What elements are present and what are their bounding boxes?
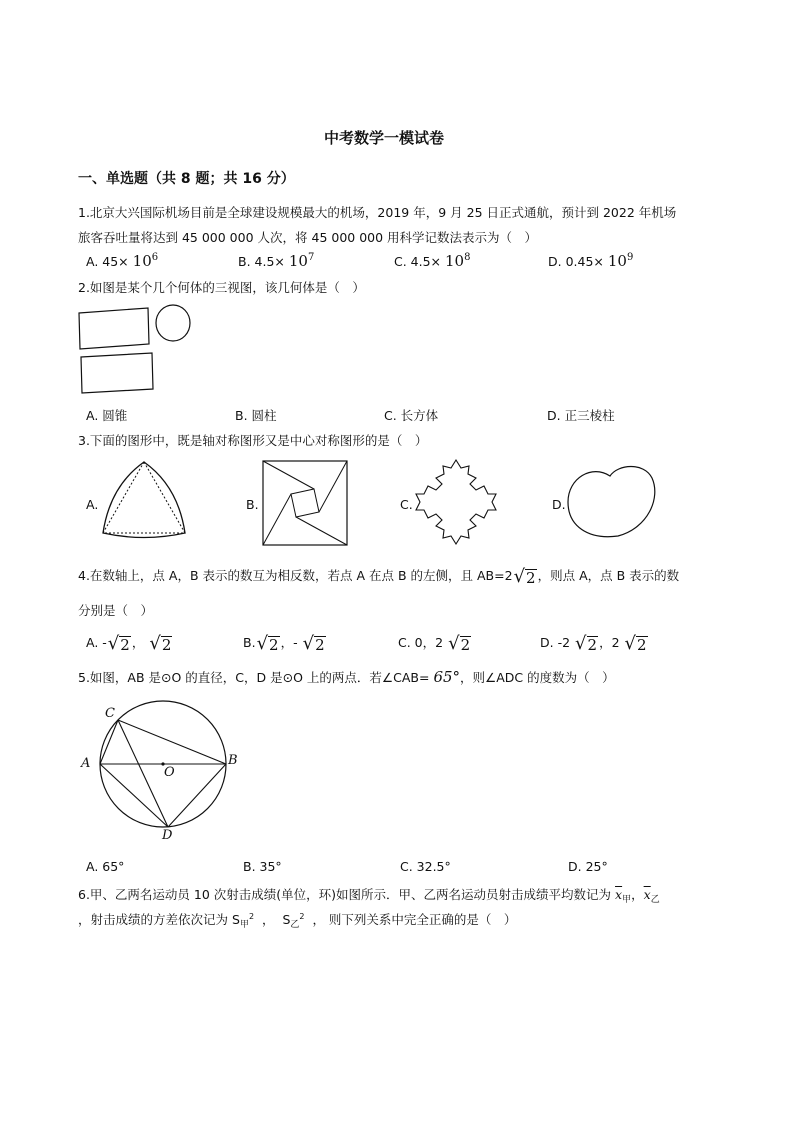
q4-option-a: A. - √ 2 ， √ 2 xyxy=(86,632,172,654)
q1-option-d: D. $0.45\times 10^9$ xyxy=(548,252,634,270)
q5-option-d: D. 25° xyxy=(568,859,608,874)
point-o-label: O xyxy=(164,765,175,780)
page-title: 中考数学一模试卷 xyxy=(324,129,445,147)
q3-pinwheel-square-figure xyxy=(262,460,352,548)
q6-stem-line1: 6.甲、乙两名运动员 10 次射击成绩(单位，环)如图所示．甲、乙两名运动员射击成绩平均数记为 $\overline{x}_甲$，$\overline{x}_乙$ xyxy=(78,887,660,905)
q2-stem: 2.如图是某个几个何体的三视图，该几何体是（ ） xyxy=(78,280,365,295)
q3-stem: 3.下面的图形中，既是轴对称图形又是中心对称图形的是（ ） xyxy=(78,433,428,448)
q4-stem-line1: 4.在数轴上，点 A，B 表示的数互为相反数，若点 A 在点 B 的左侧，且 AB=2 √ 2 ，则点 A，点 B 表示的数 xyxy=(78,565,680,587)
q4-stem-line2: 分别是（ ） xyxy=(78,603,154,618)
q4-option-d: D. -2 √ 2 ，2 √ 2 xyxy=(540,632,647,654)
q6-stem-line2: ，射击成绩的方差依次记为 $S_甲^2$ ， $S_乙^2$ ， 则下列关系中完全正确的是（ ） xyxy=(78,911,517,930)
q1-stem-line1: 1.北京大兴国际机场目前是全球建设规模最大的机场，2019 年，9 月 25 日正式通航，预计到 2022 年机场 xyxy=(78,205,677,220)
q5-option-a: A. 65° xyxy=(86,859,125,874)
q3-option-b-label: B. xyxy=(246,497,259,512)
point-a-label: A xyxy=(81,756,91,771)
point-d-label: D xyxy=(162,828,173,843)
q3-option-a-label: A. xyxy=(86,497,99,512)
q2-option-c: C. 长方体 xyxy=(384,408,439,423)
top-view-rect xyxy=(81,353,153,393)
point-b-label: B xyxy=(228,753,238,768)
q3-option-d-label: D. xyxy=(552,497,566,512)
q2-option-a: A. 圆锥 xyxy=(86,408,128,423)
point-c-label: C xyxy=(105,706,115,721)
q1-option-c: C. $4.5\times 10^8$ xyxy=(394,252,471,270)
q3-reuleaux-triangle-figure xyxy=(100,458,200,543)
q1-stem-line2: 旅客吞吐量将达到 45 000 000 人次，将 45 000 000 用科学记数法表示为（ ） xyxy=(78,230,538,245)
front-view-rect xyxy=(79,308,149,349)
q2-three-views-figure xyxy=(76,302,196,397)
q5-option-c: C. 32.5° xyxy=(400,859,451,874)
q3-koch-snowflake-figure xyxy=(414,458,504,550)
q5-stem: 5.如图，AB 是⊙O 的直径，C，D 是⊙O 上的两点．若∠CAB= 65°，则∠ADC 的度数为（ ） xyxy=(78,668,615,686)
q5-option-b: B. 35° xyxy=(243,859,282,874)
q3-option-c-label: C. xyxy=(400,497,413,512)
q4-option-b: B. √ 2 ，- √ 2 xyxy=(243,632,325,654)
q4-sqrt-symbol: √ 2 xyxy=(513,565,536,587)
section-heading: 一、单选题（共 8 题；共 16 分） xyxy=(78,171,295,187)
q2-option-d: D. 正三棱柱 xyxy=(547,408,615,423)
q2-option-b: B. 圆柱 xyxy=(235,408,277,423)
q1-option-b: B. $4.5\times 10^7$ xyxy=(238,252,315,270)
q1-option-a: A. $45\times 10^6$ xyxy=(86,252,159,270)
side-view-circle xyxy=(156,305,190,341)
q4-option-c: C. 0，2 √ 2 xyxy=(398,632,471,654)
q3-heart-shape-figure xyxy=(566,462,661,542)
